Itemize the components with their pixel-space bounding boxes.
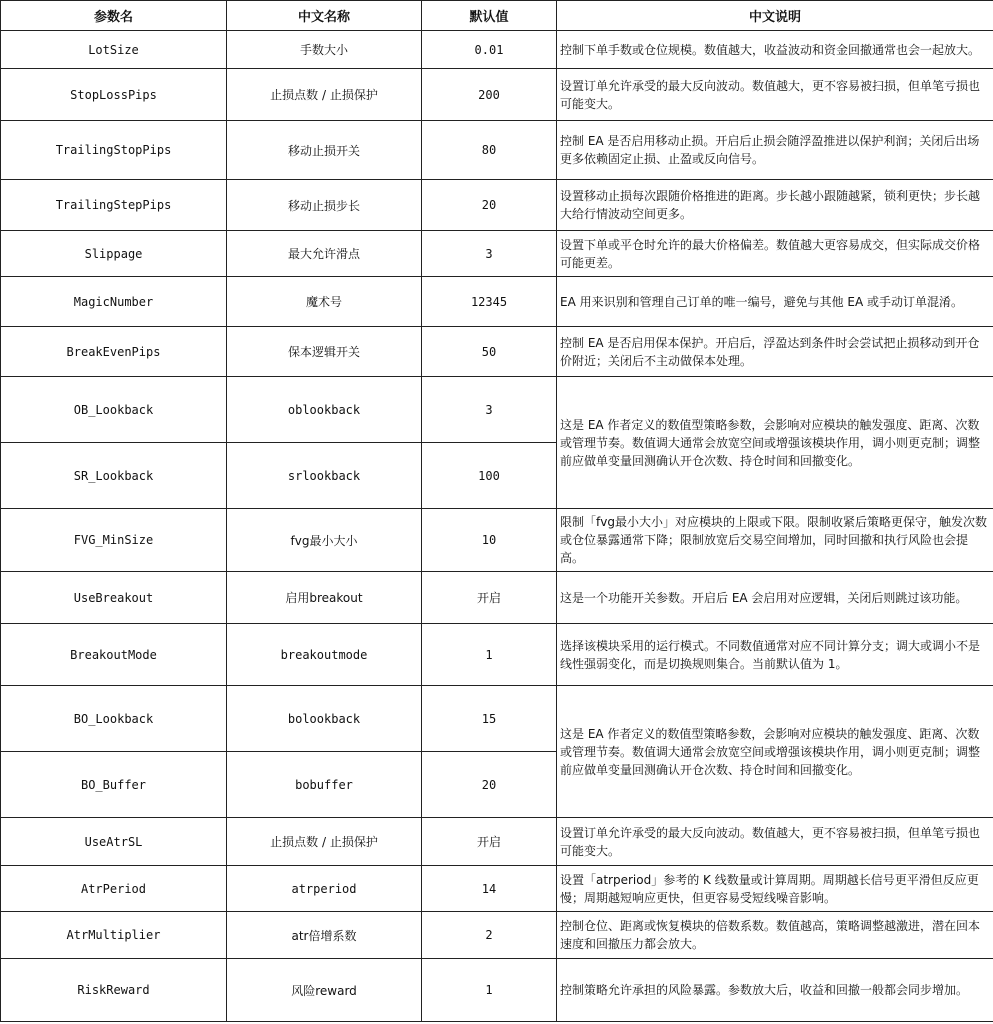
chinese-name-cell: 移动止损步长 bbox=[227, 180, 422, 231]
description-cell: 设置订单允许承受的最大反向波动。数值越大，更不容易被扫损，但单笔亏损也可能变大。 bbox=[557, 69, 993, 121]
default-value-cell: 100 bbox=[422, 443, 557, 509]
param-name-cell: StopLossPips bbox=[1, 69, 227, 121]
param-name-cell: MagicNumber bbox=[1, 277, 227, 327]
default-value-cell: 2 bbox=[422, 912, 557, 959]
table-row bbox=[1, 686, 993, 752]
param-name-cell: BO_Buffer bbox=[1, 752, 227, 818]
table-row bbox=[1, 327, 993, 377]
default-value-cell: 15 bbox=[422, 686, 557, 752]
default-value-cell: 50 bbox=[422, 327, 557, 377]
table-row bbox=[1, 180, 993, 231]
table-row bbox=[1, 121, 993, 180]
description-cell: 这是 EA 作者定义的数值型策略参数，会影响对应模块的触发强度、距离、次数或管理节奏。数值调大通常会放宽空间或增强该模块作用，调小则更克制；调整前应做单变量回测确认开仓次数、持仓时间和回撤变化。 bbox=[557, 377, 993, 509]
description-cell: 这是 EA 作者定义的数值型策略参数，会影响对应模块的触发强度、距离、次数或管理节奏。数值调大通常会放宽空间或增强该模块作用，调小则更克制；调整前应做单变量回测确认开仓次数、持仓时间和回撤变化。 bbox=[557, 686, 993, 818]
default-value-cell: 20 bbox=[422, 180, 557, 231]
default-value-cell: 0.01 bbox=[422, 31, 557, 69]
param-name-cell: AtrMultiplier bbox=[1, 912, 227, 959]
description-cell: 这是一个功能开关参数。开启后 EA 会启用对应逻辑，关闭后则跳过该功能。 bbox=[557, 572, 993, 624]
table-row bbox=[1, 818, 993, 866]
default-value-cell: 200 bbox=[422, 69, 557, 121]
default-value-cell: 14 bbox=[422, 866, 557, 912]
default-value-cell: 80 bbox=[422, 121, 557, 180]
chinese-name-cell: atr倍增系数 bbox=[227, 912, 422, 959]
param-name-cell: RiskReward bbox=[1, 959, 227, 1022]
description-cell: 控制下单手数或仓位规模。数值越大，收益波动和资金回撤通常也会一起放大。 bbox=[557, 31, 993, 69]
param-name-cell: Slippage bbox=[1, 231, 227, 277]
description-cell: 控制 EA 是否启用移动止损。开启后止损会随浮盈推进以保护利润；关闭后出场更多依赖固定止损、止盈或反向信号。 bbox=[557, 121, 993, 180]
default-value-cell: 开启 bbox=[422, 572, 557, 624]
header-chinese-name: 中文名称 bbox=[227, 1, 422, 31]
chinese-name-cell: 手数大小 bbox=[227, 31, 422, 69]
default-value-cell: 开启 bbox=[422, 818, 557, 866]
param-name-cell: TrailingStopPips bbox=[1, 121, 227, 180]
param-name-cell: AtrPeriod bbox=[1, 866, 227, 912]
chinese-name-cell: 魔术号 bbox=[227, 277, 422, 327]
description-cell: 控制仓位、距离或恢复模块的倍数系数。数值越高，策略调整越激进，潜在回本速度和回撤压力都会放大。 bbox=[557, 912, 993, 959]
param-name-cell: SR_Lookback bbox=[1, 443, 227, 509]
description-cell: EA 用来识别和管理自己订单的唯一编号，避免与其他 EA 或手动订单混淆。 bbox=[557, 277, 993, 327]
default-value-cell: 20 bbox=[422, 752, 557, 818]
table-row bbox=[1, 231, 993, 277]
description-cell: 设置下单或平仓时允许的最大价格偏差。数值越大更容易成交，但实际成交价格可能更差。 bbox=[557, 231, 993, 277]
default-value-cell: 12345 bbox=[422, 277, 557, 327]
chinese-name-cell: breakoutmode bbox=[227, 624, 422, 686]
default-value-cell: 1 bbox=[422, 959, 557, 1022]
chinese-name-cell: oblookback bbox=[227, 377, 422, 443]
description-cell: 设置订单允许承受的最大反向波动。数值越大，更不容易被扫损，但单笔亏损也可能变大。 bbox=[557, 818, 993, 866]
header-chinese-description: 中文说明 bbox=[557, 1, 993, 31]
chinese-name-cell: 启用breakout bbox=[227, 572, 422, 624]
table-header-row bbox=[1, 1, 993, 31]
chinese-name-cell: bolookback bbox=[227, 686, 422, 752]
chinese-name-cell: fvg最小大小 bbox=[227, 509, 422, 572]
table-row bbox=[1, 912, 993, 959]
default-value-cell: 1 bbox=[422, 624, 557, 686]
table-row bbox=[1, 277, 993, 327]
description-cell: 限制「fvg最小大小」对应模块的上限或下限。限制收紧后策略更保守，触发次数或仓位暴露通常下降；限制放宽后交易空间增加，同时回撤和执行风险也会提高。 bbox=[557, 509, 993, 572]
header-default-value: 默认值 bbox=[422, 1, 557, 31]
chinese-name-cell: srlookback bbox=[227, 443, 422, 509]
table-row bbox=[1, 959, 993, 1022]
param-name-cell: TrailingStepPips bbox=[1, 180, 227, 231]
description-cell: 控制策略允许承担的风险暴露。参数放大后，收益和回撤一般都会同步增加。 bbox=[557, 959, 993, 1022]
table-row bbox=[1, 572, 993, 624]
table-row bbox=[1, 31, 993, 69]
table-row bbox=[1, 866, 993, 912]
description-cell: 控制 EA 是否启用保本保护。开启后，浮盈达到条件时会尝试把止损移动到开仓价附近；关闭后不主动做保本处理。 bbox=[557, 327, 993, 377]
chinese-name-cell: 最大允许滑点 bbox=[227, 231, 422, 277]
default-value-cell: 3 bbox=[422, 377, 557, 443]
chinese-name-cell: bobuffer bbox=[227, 752, 422, 818]
chinese-name-cell: 止损点数 / 止损保护 bbox=[227, 69, 422, 121]
param-name-cell: OB_Lookback bbox=[1, 377, 227, 443]
table-row bbox=[1, 377, 993, 443]
param-name-cell: BreakoutMode bbox=[1, 624, 227, 686]
table-row bbox=[1, 69, 993, 121]
table-row bbox=[1, 624, 993, 686]
default-value-cell: 3 bbox=[422, 231, 557, 277]
header-param-name: 参数名 bbox=[1, 1, 227, 31]
description-cell: 设置「atrperiod」参考的 K 线数量或计算周期。周期越长信号更平滑但反应更慢；周期越短响应更快，但更容易受短线噪音影响。 bbox=[557, 866, 993, 912]
chinese-name-cell: 风险reward bbox=[227, 959, 422, 1022]
chinese-name-cell: 移动止损开关 bbox=[227, 121, 422, 180]
description-cell: 设置移动止损每次跟随价格推进的距离。步长越小跟随越紧，锁利更快；步长越大给行情波动空间更多。 bbox=[557, 180, 993, 231]
chinese-name-cell: 保本逻辑开关 bbox=[227, 327, 422, 377]
param-name-cell: FVG_MinSize bbox=[1, 509, 227, 572]
param-name-cell: BreakEvenPips bbox=[1, 327, 227, 377]
param-name-cell: UseAtrSL bbox=[1, 818, 227, 866]
param-name-cell: LotSize bbox=[1, 31, 227, 69]
table-row bbox=[1, 509, 993, 572]
param-name-cell: UseBreakout bbox=[1, 572, 227, 624]
description-cell: 选择该模块采用的运行模式。不同数值通常对应不同计算分支；调大或调小不是线性强弱变化，而是切换规则集合。当前默认值为 1。 bbox=[557, 624, 993, 686]
chinese-name-cell: atrperiod bbox=[227, 866, 422, 912]
default-value-cell: 10 bbox=[422, 509, 557, 572]
chinese-name-cell: 止损点数 / 止损保护 bbox=[227, 818, 422, 866]
param-name-cell: BO_Lookback bbox=[1, 686, 227, 752]
